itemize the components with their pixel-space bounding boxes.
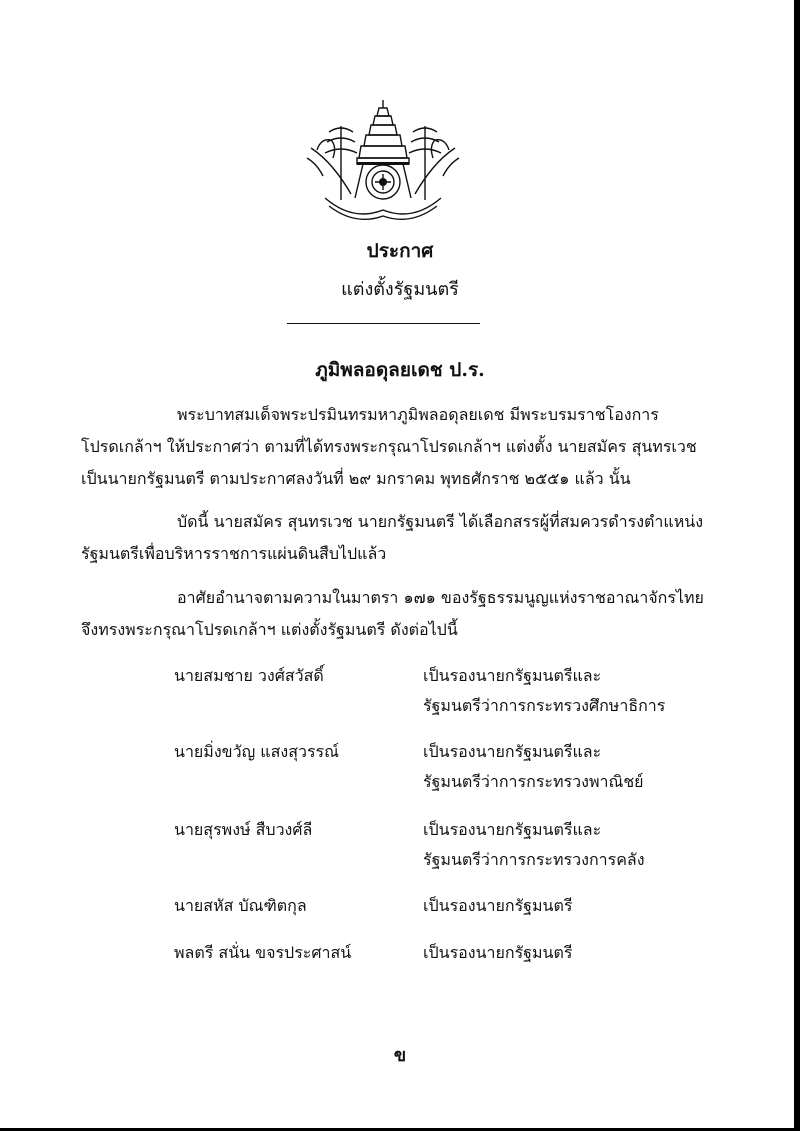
paragraph-line: เป็นนายกรัฐมนตรี ตามประกาศลงวันที่ ๒๙ มกราคม พุทธศักราช ๒๕๕๑ แล้ว นั้น [81,469,631,488]
paragraph-line: รัฐมนตรีเพื่อบริหารราชการแผ่นดินสืบไปแล้ว [81,544,387,563]
paragraph-line: บัดนี้ นายสมัคร สุนทรเวช นายกรัฐมนตรี ได้เลือกสรรผู้ที่สมควรดำรงตำแหน่ง [177,512,704,531]
paragraph-line: จึงทรงพระกรุณาโปรดเกล้าฯ แต่งตั้งรัฐมนตรี ดังต่อไปนี้ [81,620,458,639]
announcement-subtitle: แต่งตั้งรัฐมนตรี [341,279,459,300]
royal-emblem-icon [303,98,463,226]
minister-position-line: รัฐมนตรีว่าการกระทรวงศึกษาธิการ [423,696,666,715]
minister-name: พลตรี สนั่น ขจรประศาสน์ [174,943,352,962]
page-number: ข [393,1045,407,1066]
minister-position-line: เป็นรองนายกรัฐมนตรีและ [423,820,602,839]
divider [287,323,480,324]
minister-position [423,737,644,797]
paragraph-line: อาศัยอำนาจตามความในมาตรา ๑๗๑ ของรัฐธรรมนูญแห่งราชอาณาจักรไทย [177,588,704,607]
announcement-title: ประกาศ [366,240,434,262]
paragraph-2 [81,506,703,570]
minister-name: นายสุรพงษ์ สืบวงศ์ลี [174,820,313,839]
minister-position-line: เป็นรองนายกรัฐมนตรี [423,943,573,962]
minister-name: นายมิ่งขวัญ แสงสุวรรณ์ [174,742,339,761]
minister-position-line: รัฐมนตรีว่าการกระทรวงการคลัง [423,850,645,869]
minister-name: นายสหัส บัณฑิตกุล [174,896,307,915]
minister-position [423,815,645,875]
minister-position [423,891,572,921]
minister-position-line: เป็นรองนายกรัฐมนตรี [423,896,573,915]
minister-position [423,938,572,968]
paragraph-line: พระบาทสมเด็จพระปรมินทรมหาภูมิพลอดุลยเดช มีพระบรมราชโองการ [177,405,659,424]
page-edge-right [794,0,800,1131]
minister-position [423,661,665,721]
paragraph-3 [81,582,703,646]
royal-signature-name: ภูมิพลอดุลยเดช ป.ร. [315,359,485,381]
minister-position-line: เป็นรองนายกรัฐมนตรีและ [423,666,602,685]
paragraph-line: โปรดเกล้าฯ ให้ประกาศว่า ตามที่ได้ทรงพระกรุณาโปรดเกล้าฯ แต่งตั้ง นายสมัคร สุนทรเวช [81,437,697,456]
minister-position-line: รัฐมนตรีว่าการกระทรวงพาณิชย์ [423,772,644,791]
paragraph-1 [81,399,703,495]
minister-name: นายสมชาย วงศ์สวัสดิ์ [174,666,324,685]
minister-position-line: เป็นรองนายกรัฐมนตรีและ [423,742,602,761]
